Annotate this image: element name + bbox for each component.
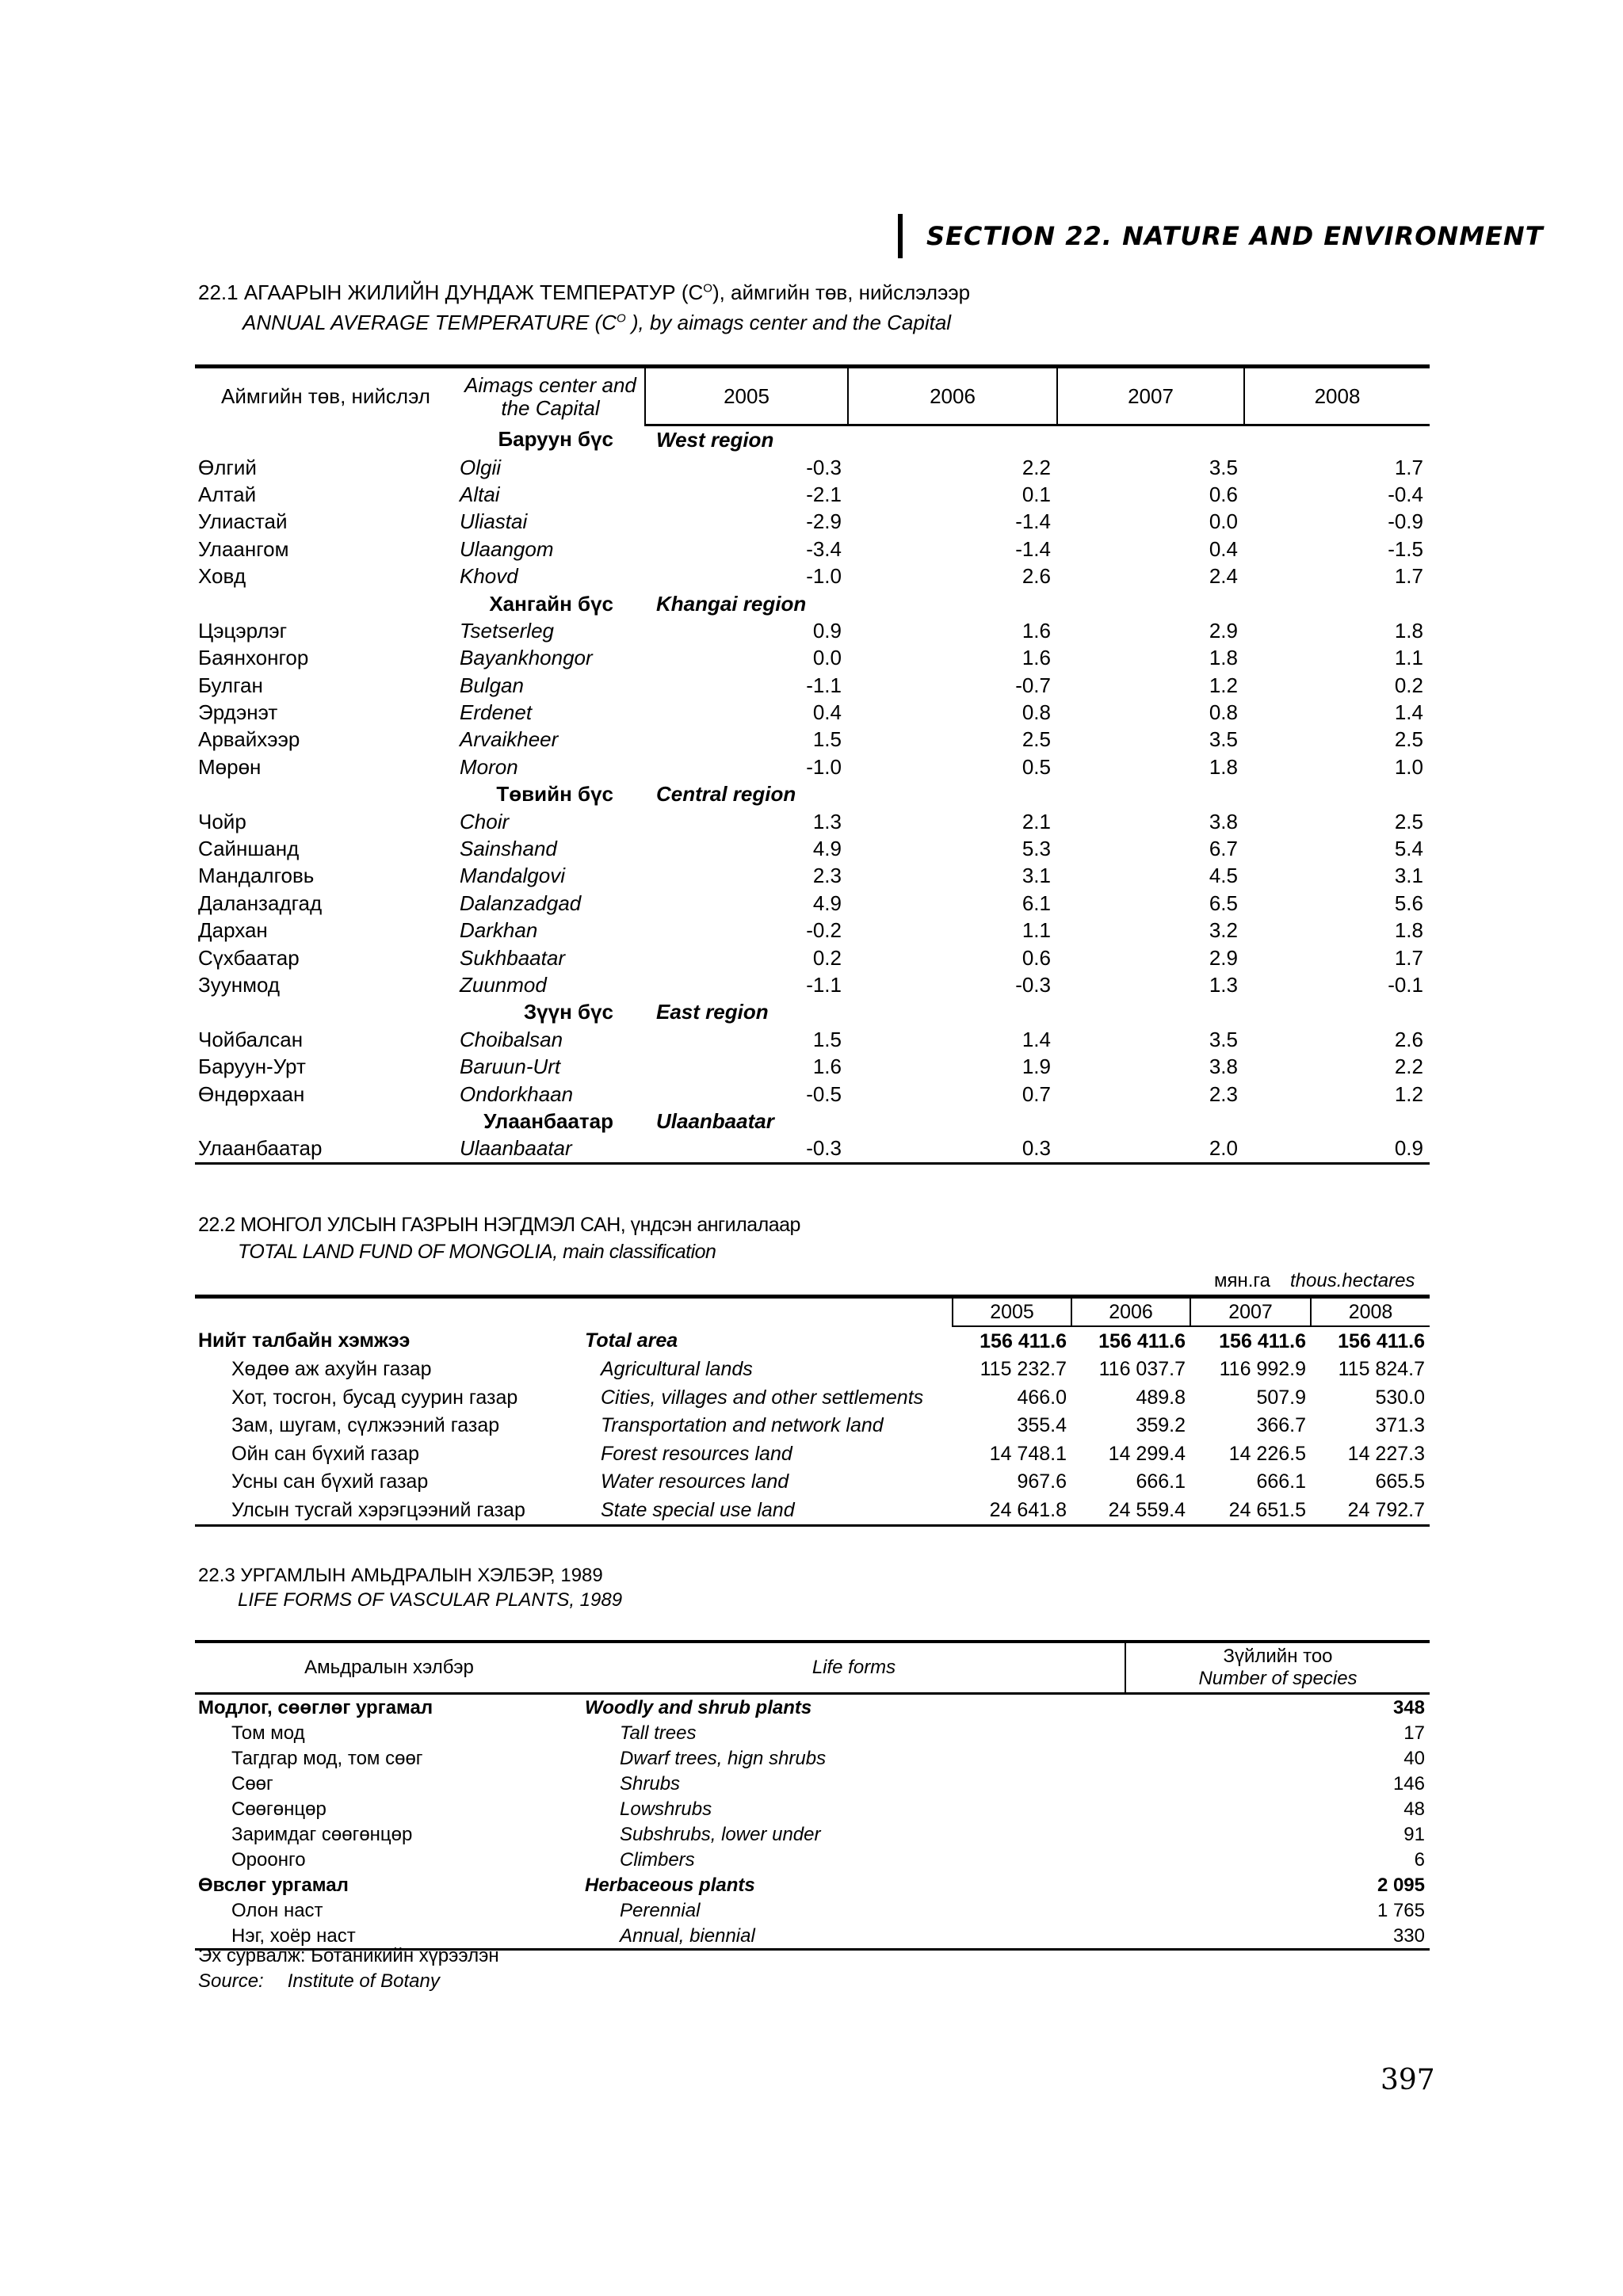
life-form-en: Shrubs xyxy=(620,1772,681,1794)
species-count: 1 765 xyxy=(1377,1899,1425,1921)
center-name-mn: Мөрөн xyxy=(198,754,262,779)
center-name-en: Zuunmod xyxy=(460,973,547,997)
col-header-en: Aimags center and the Capital xyxy=(464,372,636,420)
region-name-en: Ulaanbaatar xyxy=(656,1108,774,1133)
table-row xyxy=(195,1897,1430,1923)
table-row xyxy=(195,917,1430,944)
area-value: 666.1 xyxy=(1256,1470,1306,1493)
source-mn: Эх сурвалж: Ботаникийн хүрээлэн xyxy=(198,1945,499,1966)
land-type-mn: Усны сан бүхий газар xyxy=(231,1470,429,1493)
center-name-en: Ulaangom xyxy=(460,536,554,561)
region-row xyxy=(195,998,1430,1025)
land-type-mn: Улсын тусгай хэрэгцээний газар xyxy=(195,1496,577,1525)
area-value: 156 411.6 xyxy=(1219,1329,1306,1352)
temperature-value: 1.7 xyxy=(1394,455,1423,479)
table-row xyxy=(195,862,1430,889)
temperature-value: 2.1 xyxy=(1022,809,1051,833)
region-name-mn: Зүүн бүс xyxy=(523,1000,613,1024)
temperature-value: 1.4 xyxy=(1022,1027,1051,1051)
col-header-species: Зүйлийн тоо Number of species xyxy=(1125,1642,1430,1694)
table3-title-en: LIFE FORMS OF VASCULAR PLANTS, 1989 xyxy=(238,1589,623,1611)
table-row xyxy=(195,1412,1430,1440)
table-row xyxy=(195,726,1430,753)
table-row xyxy=(195,672,1430,699)
center-name-en: Choir xyxy=(460,809,510,833)
temperature-value: 1.5 xyxy=(812,727,842,752)
area-value: 116 037.7 xyxy=(1098,1358,1186,1381)
species-count: 17 xyxy=(1403,1722,1425,1744)
temperature-value: -1.4 xyxy=(1015,509,1051,534)
area-value: 14 227.3 xyxy=(1347,1442,1425,1465)
temperature-value: -0.2 xyxy=(806,918,842,943)
land-type-en: Forest resources land xyxy=(601,1442,792,1465)
center-name-mn: Даланзадгад xyxy=(198,891,323,915)
temperature-value: 0.7 xyxy=(1022,1081,1051,1106)
temperature-value: 3.8 xyxy=(1209,809,1238,833)
col-header-year: 2006 xyxy=(848,367,1057,425)
region-name-mn: Улаанбаатар xyxy=(483,1108,613,1133)
center-name-en: Dalanzadgad xyxy=(460,891,582,915)
col-header-year: 2006 xyxy=(1071,1297,1190,1327)
life-form-mn: Заримдаг сөөгөнцөр xyxy=(231,1823,413,1845)
life-form-en: Annual, biennial xyxy=(583,1923,1125,1950)
table3-title-mn: 22.3 УРГАМЛЫН АМЬДРАЛЫН ХЭЛБЭР, 1989 xyxy=(198,1565,603,1586)
table2-title-mn: 22.2 МОНГОЛ УЛСЫН ГАЗРЫН НЭГДМЭЛ САН, үндсэн ангилалаар xyxy=(198,1214,800,1236)
life-form-mn: Өвслөг ургамал xyxy=(198,1874,349,1896)
unit-en: thous.hectares xyxy=(1290,1270,1415,1291)
temperature-value: 0.4 xyxy=(1209,536,1238,561)
temperature-value: 1.2 xyxy=(1209,673,1238,697)
region-name-mn: Баруун бүс xyxy=(498,427,613,452)
life-form-en: Woodly and shrub plants xyxy=(585,1696,812,1718)
temperature-value: 4.9 xyxy=(812,891,842,915)
temperature-value: 5.4 xyxy=(1394,837,1423,861)
temperature-value: -1.1 xyxy=(806,673,842,697)
area-value: 355.4 xyxy=(1017,1414,1067,1437)
table-row xyxy=(195,1135,1430,1163)
table-row xyxy=(195,1080,1430,1107)
col-header-year: 2008 xyxy=(1311,1297,1430,1327)
temperature-value: 1.4 xyxy=(1394,700,1423,725)
land-type-mn: Хөдөө аж ахуйн газар xyxy=(231,1358,432,1381)
temperature-value: 1.8 xyxy=(1209,646,1238,670)
temperature-value: 6.7 xyxy=(1209,837,1238,861)
life-form-en: Herbaceous plants xyxy=(585,1874,755,1896)
center-name-mn: Улаанбаатар xyxy=(195,1135,456,1163)
col-header-year: 2008 xyxy=(1244,367,1430,425)
temperature-value: 4.5 xyxy=(1209,864,1238,888)
table-row xyxy=(195,563,1430,589)
center-name-en: Mandalgovi xyxy=(460,864,565,888)
area-value: 967.6 xyxy=(1017,1470,1067,1493)
life-form-en: Dwarf trees, hign shrubs xyxy=(620,1747,827,1769)
temperature-table xyxy=(195,364,1430,1165)
col-header-year: 2007 xyxy=(1057,367,1244,425)
center-name-en: Khovd xyxy=(460,564,518,589)
species-count: 6 xyxy=(1414,1848,1425,1871)
land-type-mn: Нийт талбайн хэмжээ xyxy=(198,1329,411,1352)
region-name-en: Khangai region xyxy=(656,591,807,616)
temperature-value: -0.7 xyxy=(1015,673,1051,697)
temperature-value: 3.1 xyxy=(1394,864,1423,888)
center-name-mn: Арвайхээр xyxy=(198,727,300,752)
center-name-mn: Булган xyxy=(198,673,263,697)
table-row xyxy=(195,699,1430,726)
temperature-value: 0.6 xyxy=(1022,945,1051,970)
table-row xyxy=(195,1745,1430,1771)
temperature-value: 2.3 xyxy=(812,864,842,888)
land-type-en: Water resources land xyxy=(601,1470,789,1493)
center-name-mn: Өндөрхаан xyxy=(198,1081,305,1106)
table-row xyxy=(195,1053,1430,1080)
center-name-mn: Сайншанд xyxy=(198,837,300,861)
temperature-value: 5.6 xyxy=(1394,891,1423,915)
table2-title-en: TOTAL LAND FUND OF MONGOLIA, main classification xyxy=(238,1241,716,1263)
temperature-value: 1.0 xyxy=(1394,754,1423,779)
page-number: 397 xyxy=(1381,2064,1435,2096)
temperature-value: 0.8 xyxy=(1209,700,1238,725)
temperature-value: -1.0 xyxy=(806,754,842,779)
center-name-en: Altai xyxy=(460,482,500,506)
area-value: 366.7 xyxy=(1256,1414,1306,1437)
table-row xyxy=(195,1720,1430,1745)
table-row xyxy=(195,536,1430,563)
temperature-value: 2.5 xyxy=(1022,727,1051,752)
area-value: 489.8 xyxy=(1136,1386,1186,1409)
center-name-mn: Өлгий xyxy=(198,455,257,479)
center-name-en: Arvaikheer xyxy=(460,727,559,752)
area-value: 530.0 xyxy=(1375,1386,1425,1409)
life-form-en: Lowshrubs xyxy=(620,1798,712,1820)
land-type-en: Agricultural lands xyxy=(601,1358,753,1381)
region-row xyxy=(195,780,1430,807)
species-count: 48 xyxy=(1403,1798,1425,1820)
life-form-mn: Ороонго xyxy=(231,1848,306,1871)
region-name-en: East region xyxy=(656,1000,769,1024)
temperature-value: 6.1 xyxy=(1022,891,1051,915)
area-value: 24 559.4 xyxy=(1071,1496,1190,1525)
unit-mn: мян.га xyxy=(1214,1270,1270,1291)
table-row xyxy=(195,1468,1430,1497)
temperature-value: 6.5 xyxy=(1209,891,1238,915)
center-name-en: Sukhbaatar xyxy=(460,945,565,970)
life-forms-table xyxy=(195,1640,1430,1951)
center-name-en: Ulaanbaatar xyxy=(456,1135,645,1163)
temperature-value: 0.1 xyxy=(1022,482,1051,506)
center-name-mn: Баянхонгор xyxy=(198,646,309,670)
temperature-value: -1.0 xyxy=(806,564,842,589)
temperature-value: 2.6 xyxy=(1394,1027,1423,1051)
table-row xyxy=(195,1356,1430,1384)
area-value: 14 226.5 xyxy=(1228,1442,1306,1465)
center-name-en: Bulgan xyxy=(460,673,524,697)
species-count: 91 xyxy=(1403,1823,1425,1845)
life-form-mn: Нэг, хоёр наст xyxy=(195,1923,583,1950)
life-form-mn: Олон наст xyxy=(231,1899,323,1921)
table-header-row xyxy=(195,1297,1430,1327)
center-name-mn: Цэцэрлэг xyxy=(198,618,288,643)
temperature-value: 2.5 xyxy=(1394,727,1423,752)
species-count: 40 xyxy=(1403,1747,1425,1769)
temperature-value: 0.2 xyxy=(1394,673,1423,697)
temperature-value: 2.2 xyxy=(1022,455,1051,479)
land-type-mn: Хот, тосгон, бусад суурин газар xyxy=(231,1386,518,1409)
col-header-year: 2005 xyxy=(645,367,848,425)
temperature-value: -1.4 xyxy=(1015,536,1051,561)
temperature-value: 1.5 xyxy=(812,1027,842,1051)
region-name-en: West region xyxy=(656,428,774,452)
temperature-value: -0.1 xyxy=(1388,973,1423,997)
temperature-value: 1.8 xyxy=(1209,754,1238,779)
temperature-value: 2.4 xyxy=(1209,564,1238,589)
center-name-en: Sainshand xyxy=(460,837,557,861)
table-header-row xyxy=(195,1642,1430,1694)
temperature-value: 0.4 xyxy=(812,700,842,725)
temperature-value: -0.3 xyxy=(645,1135,848,1163)
temperature-value: 0.3 xyxy=(848,1135,1057,1163)
center-name-mn: Алтай xyxy=(198,482,257,506)
life-form-mn: Модлог, сөөглөг ургамал xyxy=(198,1696,433,1718)
center-name-en: Uliastai xyxy=(460,509,528,534)
temperature-value: 0.9 xyxy=(812,618,842,643)
area-value: 115 824.7 xyxy=(1338,1358,1425,1381)
region-row xyxy=(195,1108,1430,1135)
life-form-mn: Сөөгөнцөр xyxy=(231,1798,327,1820)
table-row xyxy=(195,1026,1430,1053)
area-value: 156 411.6 xyxy=(1338,1329,1425,1352)
center-name-en: Bayankhongor xyxy=(460,646,593,670)
life-form-en: Perennial xyxy=(620,1899,701,1921)
table-row xyxy=(195,753,1430,780)
table1-title-en: ANNUAL AVERAGE TEMPERATURE ($C^O$ ), by aimags center and the Capital xyxy=(242,311,952,334)
center-name-mn: Баруун-Урт xyxy=(198,1055,306,1079)
table1-title-mn: 22.1 АГААРЫН ЖИЛИЙН ДУНДАЖ ТЕМПЕРАТУР $(C^O)$, аймгийн төв, нийслэлээр xyxy=(198,280,971,304)
table-row xyxy=(195,644,1430,671)
land-type-mn: Зам, шугам, сүлжээний газар xyxy=(231,1414,500,1437)
area-value: 14 748.1 xyxy=(989,1442,1067,1465)
temperature-value: 4.9 xyxy=(812,837,842,861)
table-row xyxy=(195,1496,1430,1525)
temperature-value: 0.9 xyxy=(1244,1135,1430,1163)
life-form-mn: Сөөг xyxy=(231,1772,273,1794)
temperature-value: 0.6 xyxy=(1209,482,1238,506)
table-header-row xyxy=(195,367,1430,425)
table-row xyxy=(195,481,1430,508)
temperature-value: 3.1 xyxy=(1022,864,1051,888)
temperature-value: -0.3 xyxy=(806,455,842,479)
table-row xyxy=(195,1821,1430,1847)
table-row xyxy=(195,944,1430,971)
area-value: 156 411.6 xyxy=(980,1329,1067,1352)
col-header-mn: Амьдралын хэлбэр xyxy=(195,1642,583,1694)
life-form-en: Climbers xyxy=(620,1848,695,1871)
table-row xyxy=(195,1440,1430,1468)
center-name-mn: Эрдэнэт xyxy=(198,700,278,725)
temperature-value: 1.6 xyxy=(1022,646,1051,670)
table-row xyxy=(195,1847,1430,1872)
table-row xyxy=(195,890,1430,917)
temperature-value: -0.9 xyxy=(1388,509,1423,534)
temperature-value: 3.8 xyxy=(1209,1055,1238,1079)
center-name-mn: Улаангом xyxy=(198,536,289,561)
temperature-value: 2.5 xyxy=(1394,809,1423,833)
center-name-mn: Чойбалсан xyxy=(198,1027,304,1051)
land-fund-table xyxy=(195,1295,1430,1527)
center-name-en: Ondorkhaan xyxy=(460,1081,574,1106)
area-value: 359.2 xyxy=(1136,1414,1186,1437)
center-name-en: Darkhan xyxy=(460,918,538,943)
table-row xyxy=(195,971,1430,998)
temperature-value: -3.4 xyxy=(806,536,842,561)
temperature-value: 1.3 xyxy=(1209,973,1238,997)
land-type-en: Cities, villages and other settlements xyxy=(601,1386,924,1409)
temperature-value: 5.3 xyxy=(1022,837,1051,861)
table-row xyxy=(195,453,1430,480)
table-row xyxy=(195,1694,1430,1721)
center-name-mn: Мандалговь xyxy=(198,864,315,888)
area-value: 666.1 xyxy=(1136,1470,1186,1493)
temperature-value: 3.5 xyxy=(1209,727,1238,752)
region-row xyxy=(195,589,1430,616)
temperature-value: 2.0 xyxy=(1057,1135,1244,1163)
temperature-value: -1.1 xyxy=(806,973,842,997)
region-name-mn: Төвийн бүс xyxy=(496,782,613,807)
area-value: 466.0 xyxy=(1017,1386,1067,1409)
temperature-value: 2.3 xyxy=(1209,1081,1238,1106)
temperature-value: 1.2 xyxy=(1394,1081,1423,1106)
col-header-year: 2005 xyxy=(953,1297,1071,1327)
temperature-value: -2.9 xyxy=(806,509,842,534)
temperature-value: 0.2 xyxy=(812,945,842,970)
temperature-value: 0.0 xyxy=(812,646,842,670)
land-type-en: Total area xyxy=(585,1329,678,1352)
center-name-en: Choibalsan xyxy=(460,1027,563,1051)
center-name-en: Erdenet xyxy=(460,700,533,725)
temperature-value: 1.7 xyxy=(1394,945,1423,970)
temperature-value: -1.5 xyxy=(1388,536,1423,561)
table-row xyxy=(195,1326,1430,1356)
temperature-value: 2.9 xyxy=(1209,945,1238,970)
temperature-value: 1.3 xyxy=(812,809,842,833)
area-value: 14 299.4 xyxy=(1108,1442,1186,1465)
temperature-value: 3.5 xyxy=(1209,1027,1238,1051)
temperature-value: 2.2 xyxy=(1394,1055,1423,1079)
species-count: 348 xyxy=(1392,1696,1425,1718)
col-header-mn: Аймгийн төв, нийслэл xyxy=(221,384,430,409)
center-name-mn: Ховд xyxy=(198,564,246,589)
col-header-year: 2007 xyxy=(1190,1297,1311,1327)
area-value: 116 992.9 xyxy=(1219,1358,1306,1381)
species-count: 2 095 xyxy=(1377,1874,1425,1896)
area-value: 156 411.6 xyxy=(1098,1329,1186,1352)
temperature-value: 2.6 xyxy=(1022,564,1051,589)
section-header: SECTION 22. NATURE AND ENVIRONMENT xyxy=(898,214,1544,258)
table-row xyxy=(195,807,1430,834)
temperature-value: 3.2 xyxy=(1209,918,1238,943)
temperature-value: 0.5 xyxy=(1022,754,1051,779)
table-row xyxy=(195,508,1430,535)
land-type-mn: Ойн сан бүхий газар xyxy=(231,1442,419,1465)
land-type-en: State special use land xyxy=(577,1496,953,1525)
area-value: 24 792.7 xyxy=(1311,1496,1430,1525)
table-row xyxy=(195,1872,1430,1897)
temperature-value: 1.8 xyxy=(1394,918,1423,943)
species-count: 146 xyxy=(1392,1772,1425,1794)
temperature-value: 1.6 xyxy=(812,1055,842,1079)
area-value: 371.3 xyxy=(1375,1414,1425,1437)
temperature-value: 1.8 xyxy=(1394,618,1423,643)
area-value: 507.9 xyxy=(1256,1386,1306,1409)
land-type-en: Transportation and network land xyxy=(601,1414,884,1437)
center-name-mn: Сүхбаатар xyxy=(198,945,300,970)
life-form-en: Tall trees xyxy=(620,1722,697,1744)
life-form-en: Subshrubs, lower under xyxy=(620,1823,821,1845)
area-value: 115 232.7 xyxy=(980,1358,1067,1381)
table-row xyxy=(195,835,1430,862)
temperature-value: 1.6 xyxy=(1022,618,1051,643)
region-name-mn: Хангайн бүс xyxy=(489,591,613,616)
center-name-mn: Дархан xyxy=(198,918,268,943)
center-name-en: Tsetserleg xyxy=(460,618,554,643)
center-name-en: Baruun-Urt xyxy=(460,1055,561,1079)
table-row xyxy=(195,617,1430,644)
area-value: 24 651.5 xyxy=(1190,1496,1311,1525)
col-header-en: Life forms xyxy=(583,1642,1125,1694)
life-form-mn: Том мод xyxy=(231,1722,305,1744)
table-row xyxy=(195,1796,1430,1821)
temperature-value: 0.0 xyxy=(1209,509,1238,534)
region-row xyxy=(195,425,1430,454)
temperature-value: 1.1 xyxy=(1394,646,1423,670)
region-name-en: Central region xyxy=(656,782,796,807)
center-name-en: Olgii xyxy=(460,455,502,479)
temperature-value: -2.1 xyxy=(806,482,842,506)
center-name-mn: Улиастай xyxy=(198,509,288,534)
temperature-value: -0.5 xyxy=(806,1081,842,1106)
table-row xyxy=(195,1383,1430,1412)
table-row xyxy=(195,1771,1430,1796)
center-name-mn: Чойр xyxy=(198,809,246,833)
temperature-value: 1.9 xyxy=(1022,1055,1051,1079)
life-form-mn: Тагдгар мод, том сөөг xyxy=(231,1747,423,1769)
source-en: Source: Institute of Botany xyxy=(198,1970,440,1992)
temperature-value: -0.3 xyxy=(1015,973,1051,997)
area-value: 665.5 xyxy=(1375,1470,1425,1493)
temperature-value: -0.4 xyxy=(1388,482,1423,506)
temperature-value: 2.9 xyxy=(1209,618,1238,643)
temperature-value: 3.5 xyxy=(1209,455,1238,479)
temperature-value: 1.7 xyxy=(1394,564,1423,589)
species-count: 330 xyxy=(1125,1923,1430,1950)
center-name-mn: Зуунмод xyxy=(198,973,280,997)
center-name-en: Moron xyxy=(460,754,518,779)
temperature-value: 1.1 xyxy=(1022,918,1051,943)
area-value: 24 641.8 xyxy=(953,1496,1071,1525)
temperature-value: 0.8 xyxy=(1022,700,1051,725)
source-note xyxy=(198,1945,499,1993)
